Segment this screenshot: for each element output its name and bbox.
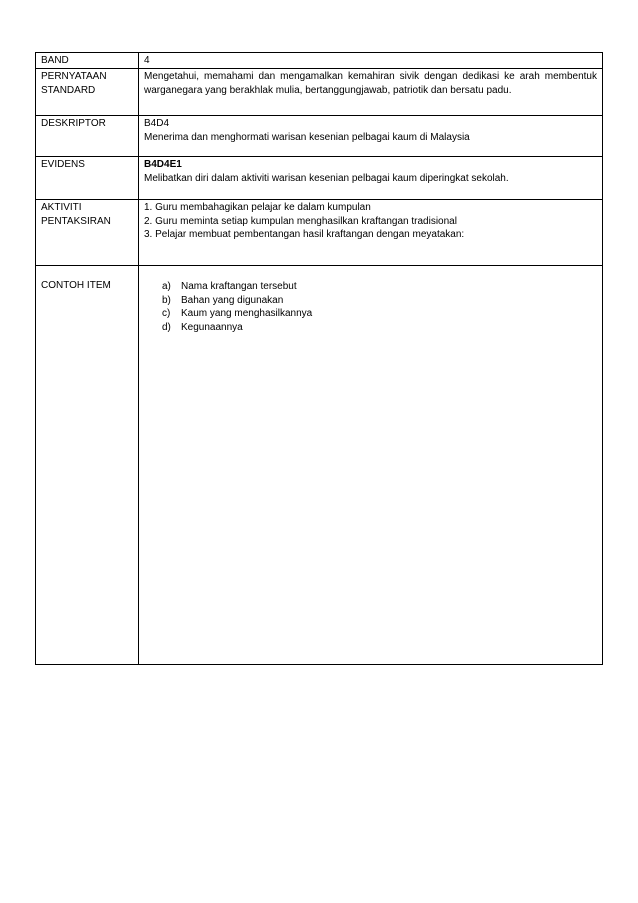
value-cell [139, 53, 603, 69]
evidens-label: EVIDENS [41, 159, 85, 170]
evidens-code: B4D4E1 [144, 159, 182, 170]
table-row-band [36, 53, 603, 69]
list-marker: d) [162, 321, 171, 333]
value-cell [139, 266, 603, 665]
aktiviti-label-line-2: PENTAKSIRAN [41, 215, 111, 227]
label-cell [36, 53, 139, 69]
list-item [162, 280, 597, 294]
contoh-item-list [144, 280, 597, 334]
aktiviti-step-3: 3. Pelajar membuat pembentangan hasil kraftangan dengan meyatakan: [144, 229, 465, 241]
band-label: BAND [41, 55, 69, 66]
list-item [162, 321, 597, 335]
list-item-text: Kaum yang menghasilkannya [181, 308, 313, 320]
pernyataan-standard-text: Mengetahui, memahami dan mengamalkan kemahiran sivik dengan dedikasi ke arah membentuk warganegara yang berakhlak mulia, bertanggungjawab, patriotik dan bersatu padu. [144, 71, 597, 96]
list-item-text: Bahan yang digunakan [181, 294, 284, 306]
value-cell [139, 69, 603, 116]
table-row-aktiviti-pentaksiran [36, 200, 603, 266]
deskriptor-text: Menerima dan menghormati warisan kesenian pelbagai kaum di Malaysia [144, 131, 470, 143]
deskriptor-code: B4D4 [144, 118, 170, 129]
contoh-item-label: CONTOH ITEM [41, 280, 111, 291]
evidens-text: Melibatkan diri dalam aktiviti warisan kesenian pelbagai kaum diperingkat sekolah. [144, 172, 509, 184]
value-cell [139, 200, 603, 266]
list-item-text: Nama kraftangan tersebut [181, 281, 297, 292]
list-marker: c) [162, 308, 171, 320]
list-item-text: Kegunaannya [181, 321, 243, 333]
band-value: 4 [144, 55, 150, 66]
label-cell [36, 266, 139, 665]
label-cell [36, 157, 139, 200]
table-row-contoh-item [36, 266, 603, 665]
value-cell [139, 116, 603, 157]
list-item [162, 294, 597, 308]
label-cell [36, 69, 139, 116]
table-row-evidens [36, 157, 603, 200]
aktiviti-step-1: 1. Guru membahagikan pelajar ke dalam kumpulan [144, 202, 371, 213]
label-cell [36, 200, 139, 266]
list-marker: a) [162, 281, 171, 292]
label-cell [36, 116, 139, 157]
list-item [162, 307, 597, 321]
pernyataan-label-line-1: PERNYATAAN [41, 71, 107, 82]
value-cell [139, 157, 603, 200]
pernyataan-label-line-2: STANDARD [41, 84, 96, 96]
aktiviti-label-line-1: AKTIVITI [41, 202, 82, 213]
deskriptor-label: DESKRIPTOR [41, 118, 106, 129]
list-marker: b) [162, 294, 171, 306]
assessment-table [35, 52, 603, 665]
table-row-deskriptor [36, 116, 603, 157]
aktiviti-step-2: 2. Guru meminta setiap kumpulan menghasilkan kraftangan tradisional [144, 215, 457, 227]
table-row-pernyataan-standard [36, 69, 603, 116]
